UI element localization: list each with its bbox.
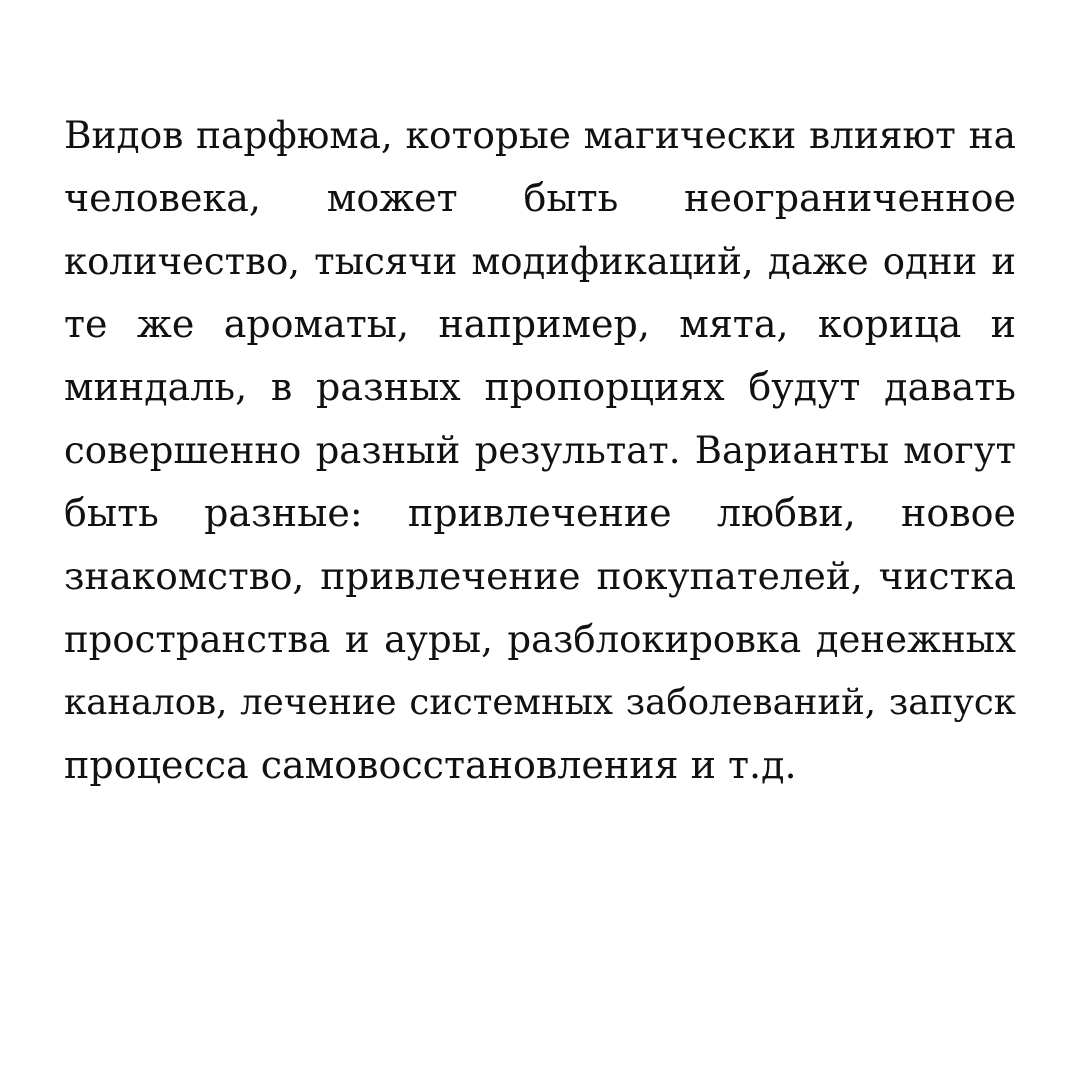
paragraph-line: процесса самовосстановления и т.д. [64,743,797,787]
paragraph-line: пространства и ауры, разблокировка денежных [64,618,1016,661]
paragraph-line: знакомство, привлечение покупателей, чистка [64,554,1016,598]
paragraph-line: количество, тысячи модификаций, даже одни и [64,240,1016,283]
paragraph-line: совершенно разный результат. Варианты могут [64,429,1016,472]
paragraph [64,104,1016,797]
paragraph-line: человека, может быть неограниченное [64,176,1016,220]
paragraph-line: те же ароматы, например, мята, корица и [64,302,1016,346]
paragraph-line: миндаль, в разных пропорциях будут давать [64,365,1016,409]
paragraph-line: быть разные: привлечение любви, новое [64,491,1016,535]
paragraph-line: Видов парфюма, которые магически влияют на [64,113,1016,157]
paragraph-line: каналов, лечение системных заболеваний, запуск [64,682,1016,723]
